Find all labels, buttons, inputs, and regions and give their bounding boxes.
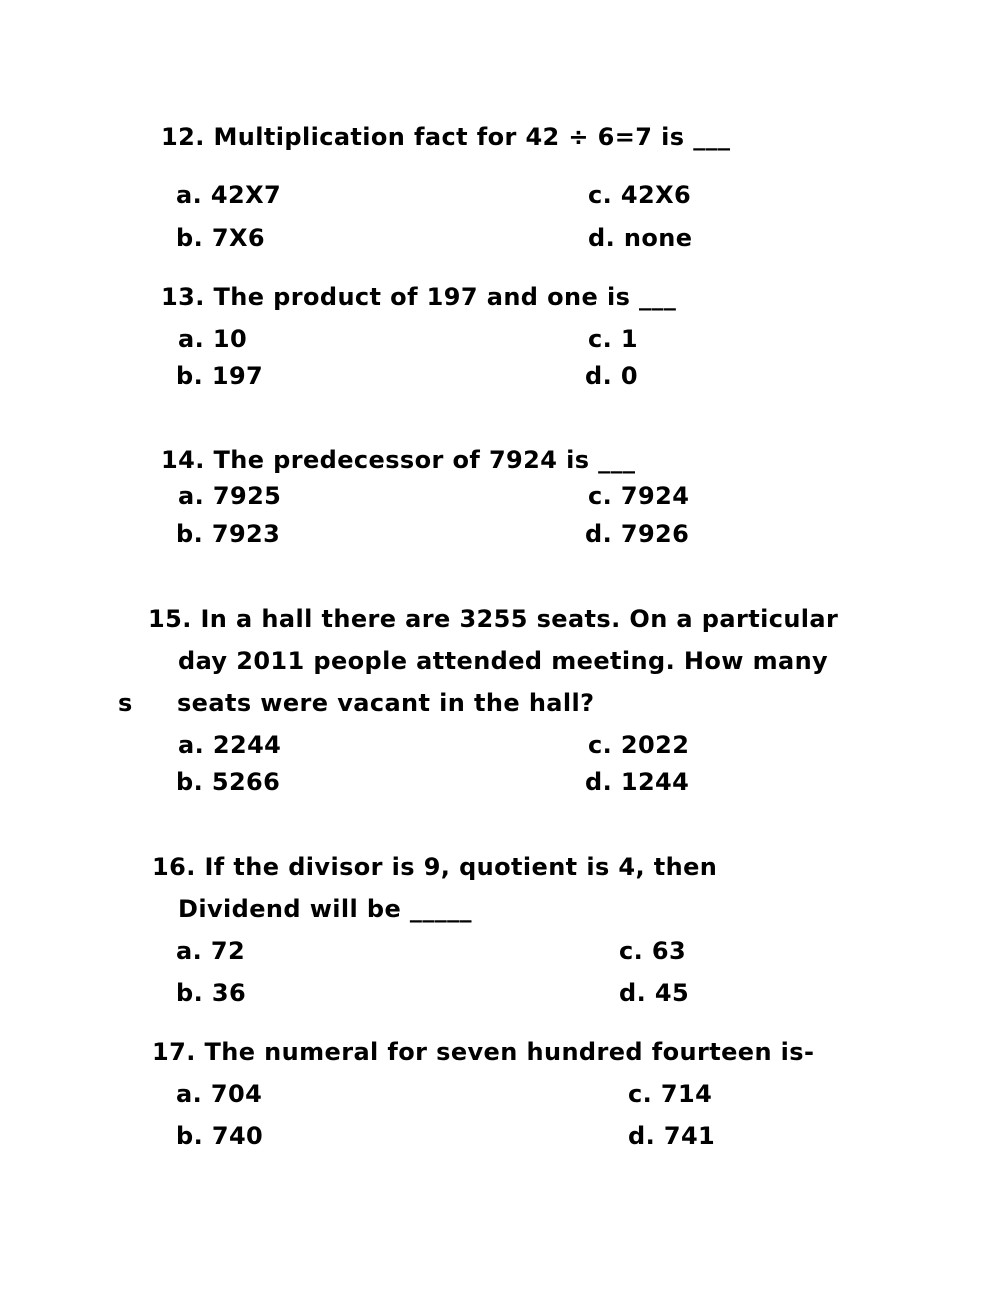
- question-16-stem-line-1: 16. If the divisor is 9, quotient is 4, then: [152, 853, 718, 881]
- question-15-stem-line-2: day 2011 people attended meeting. How many: [178, 647, 829, 675]
- question-14-option-a[interactable]: a. 7925: [178, 482, 282, 510]
- question-17-option-d[interactable]: d. 741: [628, 1122, 716, 1150]
- question-14-option-d[interactable]: d. 7926: [585, 520, 690, 548]
- question-16-option-c[interactable]: c. 63: [619, 937, 687, 965]
- question-15-stem-line-3: seats were vacant in the hall?: [177, 689, 595, 717]
- question-12-option-c[interactable]: c. 42X6: [588, 181, 692, 209]
- question-15-option-a[interactable]: a. 2244: [178, 731, 282, 759]
- question-14-option-c[interactable]: c. 7924: [588, 482, 690, 510]
- question-16-option-b[interactable]: b. 36: [176, 979, 247, 1007]
- question-17-option-b[interactable]: b. 740: [176, 1122, 264, 1150]
- question-16-option-d[interactable]: d. 45: [619, 979, 690, 1007]
- question-17-option-a[interactable]: a. 704: [176, 1080, 263, 1108]
- question-12-stem: 12. Multiplication fact for 42 ÷ 6=7 is ___: [161, 123, 731, 151]
- question-13-option-a[interactable]: a. 10: [178, 325, 248, 353]
- stray-mark: s: [118, 689, 133, 717]
- question-13-stem: 13. The product of 197 and one is ___: [161, 283, 677, 311]
- question-13-option-d[interactable]: d. 0: [585, 362, 638, 390]
- question-16-stem-line-2: Dividend will be _____: [178, 895, 472, 923]
- question-14-stem: 14. The predecessor of 7924 is ___: [161, 446, 636, 474]
- question-15-option-b[interactable]: b. 5266: [176, 768, 281, 796]
- question-14-option-b[interactable]: b. 7923: [176, 520, 281, 548]
- question-15-stem-line-1: 15. In a hall there are 3255 seats. On a particular: [148, 605, 839, 633]
- question-17-option-c[interactable]: c. 714: [628, 1080, 713, 1108]
- question-15-option-d[interactable]: d. 1244: [585, 768, 690, 796]
- question-12-option-d[interactable]: d. none: [588, 224, 693, 252]
- question-12-option-b[interactable]: b. 7X6: [176, 224, 265, 252]
- question-12-option-a[interactable]: a. 42X7: [176, 181, 282, 209]
- question-13-option-c[interactable]: c. 1: [588, 325, 638, 353]
- question-15-option-c[interactable]: c. 2022: [588, 731, 690, 759]
- question-17-stem: 17. The numeral for seven hundred fourteen is-: [152, 1038, 815, 1066]
- question-16-option-a[interactable]: a. 72: [176, 937, 246, 965]
- question-13-option-b[interactable]: b. 197: [176, 362, 264, 390]
